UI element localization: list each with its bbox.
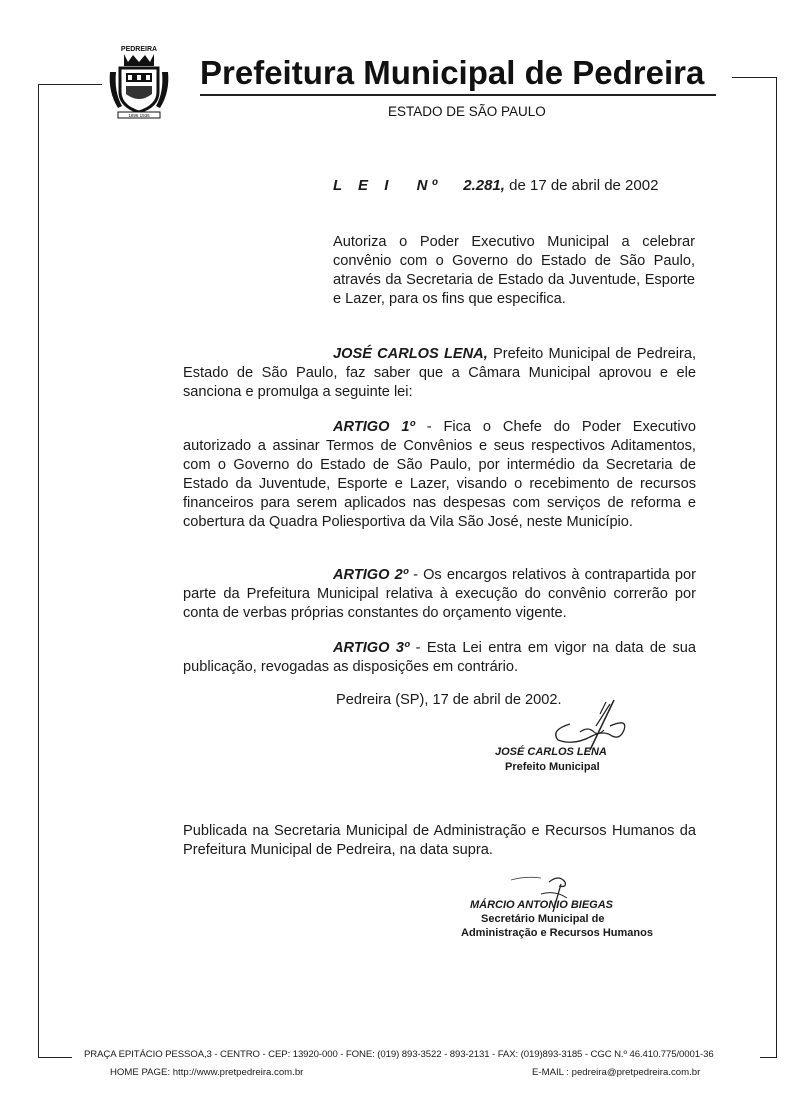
publication-note: Publicada na Secretaria Municipal de Administração e Recursos Humanos da Prefeitura Municipal de Pedreira, na data supra. (183, 823, 696, 858)
frame-right-line (776, 77, 777, 1058)
municipal-crest-icon (106, 42, 172, 120)
mayor-signature-icon (540, 696, 630, 752)
article-1-paragraph (183, 418, 696, 532)
crest-motto: PEDREIRA (120, 46, 158, 53)
mayor-role: Prefeito Municipal (505, 761, 600, 773)
frame-bottom-right-line (760, 1057, 777, 1058)
place-date: Pedreira (SP), 17 de abril de 2002. (336, 692, 562, 708)
preamble-text: Prefeito Municipal de Pedreira, Estado de São Paulo, faz saber que a Câmara Municipal aprovou e ele sanciona e promulga a seguinte lei: (183, 346, 696, 400)
article-3-paragraph (183, 639, 696, 677)
mayor-name: JOSÉ CARLOS LENA (495, 746, 607, 758)
law-date: de 17 de abril de 2002 (509, 177, 659, 194)
preamble-paragraph (183, 345, 696, 402)
article-3-lead: ARTIGO 3º (333, 640, 410, 656)
footer-homepage: HOME PAGE: http://www.pretpedreira.com.br (110, 1067, 304, 1078)
law-number: 2.281, (463, 177, 505, 194)
article-2-paragraph (183, 566, 696, 623)
frame-left-line (38, 84, 39, 1058)
footer-address: PRAÇA EPITÁCIO PESSOA,3 - CENTRO - CEP: 13920-000 - FONE: (019) 893-3522 - 893-2131 - FAX: (019)893-3185 - CGC N.º 46.410.775/0001-36 (84, 1049, 714, 1060)
number-label: N º (416, 177, 438, 194)
frame-top-left-line (38, 84, 102, 85)
article-1-lead: ARTIGO 1º (333, 419, 415, 435)
page-title: Prefeitura Municipal de Pedreira (200, 54, 705, 91)
article-3-text: - Esta Lei entra em vigor na data de sua publicação, revogadas as disposições em contrário. (183, 640, 696, 675)
state-subtitle: ESTADO DE SÃO PAULO (388, 104, 546, 119)
frame-top-right-line (732, 77, 776, 78)
article-2-lead: ARTIGO 2º (333, 567, 409, 583)
preamble-lead: JOSÉ CARLOS LENA, (333, 346, 488, 362)
secretary-name: MÁRCIO ANTONIO BIEGAS (470, 899, 614, 911)
article-1-text: - Fica o Chefe do Poder Executivo autorizado a assinar Termos de Convênios e seus respectivos Aditamentos, com o Governo do Estado de São Paulo, por intermédio da Secretaria de Estado da Juventude, Esporte e Lazer, visando o recebimento de recursos financeiros para serem aplicados nas despesas com serviços de reforma e cobertura da Quadra Poliesportiva da Vila São José, neste Município. (183, 419, 696, 530)
crest-date: 1896 1936 (128, 113, 150, 118)
lei-label: L E I (333, 177, 395, 194)
footer-email: E-MAIL : pedreira@pretpedreira.com.br (532, 1067, 701, 1078)
law-summary: Autoriza o Poder Executivo Municipal a celebrar convênio com o Governo do Estado de São Paulo, através da Secretaria de Estado da Juventude, Esporte e Lazer, para os fins que especifica. (333, 234, 695, 307)
title-underline (200, 94, 716, 96)
frame-bottom-left-line (38, 1057, 72, 1058)
law-heading (333, 177, 658, 194)
secretary-role-line1: Secretário Municipal de (481, 913, 605, 925)
article-2-text: - Os encargos relativos à contrapartida por parte da Prefeitura Municipal relativa à execução do convênio correrão por conta de verbas próprias constantes do orçamento vigente. (183, 567, 696, 621)
secretary-role-line2: Administração e Recursos Humanos (461, 927, 653, 939)
